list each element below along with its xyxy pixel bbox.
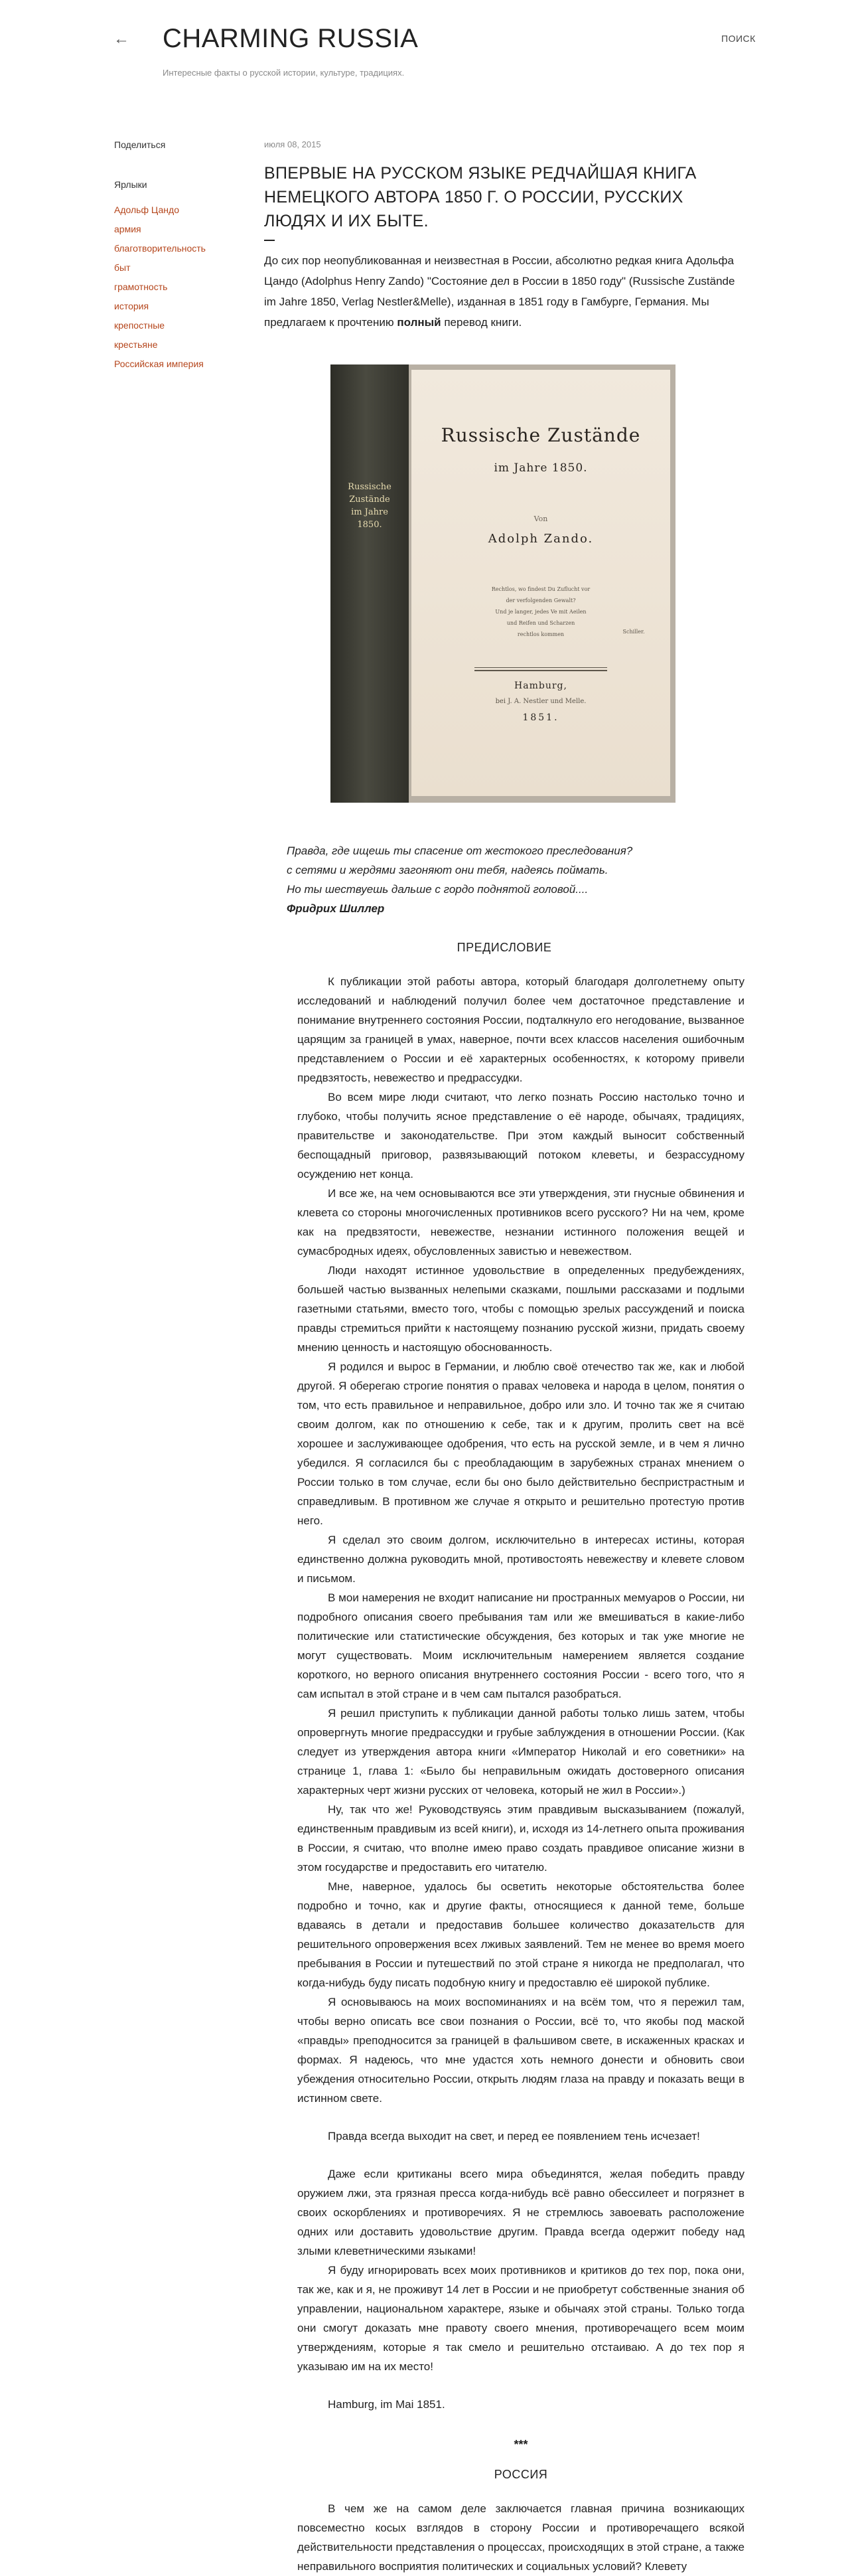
paragraph: И все же, на чем основываются все эти утверждения, эти гнусные обвинения и клевета со стороны многочисленных противников всего русского? Ни на чем, кроме как на предвзятости, невежестве, незнании истинного положения вещей и сумасбродных идеях, обусловленных завистью и невежеством.	[297, 1187, 745, 1257]
blog-title[interactable]: CHARMING RUSSIA	[163, 24, 419, 53]
epigraph-line: Но ты шествуешь дальше с гордо поднятой головой....	[287, 883, 589, 896]
label-link[interactable]: армия	[114, 224, 141, 234]
paragraph: В мои намерения не входит написание ни пространных мемуаров о России, ни подробного описания своего пребывания там или же вмешиваться в какие-либо политические или статистические обсуждения, без которых и так уже многие не могут существовать. Моим исключительным намерением является создание короткого, но верного описания внутреннего состояния России - всего того, что я сам испытал в этой стране и в чем сам пытался разобраться.	[297, 1591, 745, 1700]
intro-text-end: перевод книги.	[441, 316, 522, 329]
book-image-container	[264, 364, 745, 823]
book-von: Von	[533, 515, 548, 523]
paragraph: Даже если критиканы всего мира объединятся, желая победить правду оружием лжи, эта грязная пресса когда-нибудь всё равно обессилеет и погрязнет в своих оскорблениях и противоречиях. Я не стремлюсь завоевать расположение одних или доставить удовольствие другим. Правда всегда одержит победу над злыми клеветническими языками!	[297, 2168, 745, 2257]
book-rule	[474, 667, 607, 668]
paragraph: Люди находят истинное удовольствие в определенных предубеждениях, большей частью вызванных нелепыми сказками, пошлыми рассказами и подлыми газетными статьями, вместо того, чтобы с помощью зрелых рассуждений и поиска правды стремиться прийти к настоящему познанию русской жизни, придать своему мнению ценность и настоящую обоснованность.	[297, 1264, 745, 1354]
back-arrow-icon[interactable]: ←	[113, 30, 129, 48]
book-spine	[330, 364, 409, 803]
book-quote-line: Rechtlos, wo findest Du Zuflucht vor	[491, 586, 591, 592]
book-quote-signature: Schiller.	[622, 629, 645, 635]
book-subtitle: im Jahre 1850.	[494, 461, 588, 475]
paragraph: В чем же на самом деле заключается главная причина возникающих повсеместно косых взглядов в сторону России и противоречащего всякой действительности представления о процессах, происходящих в этой стране, а также неправильного восприятия политических и социальных условий? Клевету	[297, 2502, 745, 2573]
labels-list	[114, 201, 240, 374]
paragraph: Я буду игнорировать всех моих противников и критиков до тех пор, пока они, так же, как и я, не проживут 14 лет в России и не приобретут собственные знания об управлении, национальном характере, языке и обычаях этой страны. Только тогда они смогут доказать мне правоту своего мнения, противоречащего всем моим утверждениям, которые я так смело и решительно отстаиваю. А до тех пор я указываю им на их место!	[297, 2264, 745, 2373]
intro-bold: полный	[397, 316, 441, 329]
post-intro	[264, 250, 745, 333]
book-title: Russische Zustände	[441, 424, 641, 446]
spine-line: Zustände	[349, 495, 390, 505]
book-author: Adolph Zando.	[488, 532, 594, 546]
intro-text: До сих пор неопубликованная и неизвестная в России, абсолютно редкая книга Адольфа Цандо (Adolphus Henry Zando) "Состояние дел в России в 1850 году" (Russische Zustände im Jahre 1850, Verlag Nestler&Melle), изданная в 1851 году в Гамбурге, Германия. Мы предлагаем к прочтению	[264, 254, 735, 329]
label-link[interactable]: грамотность	[114, 282, 168, 292]
label-link[interactable]: крепостные	[114, 320, 165, 331]
russia-heading: РОССИЯ	[494, 2468, 548, 2481]
truth-line: Правда всегда выходит на свет, и перед ее появлением тень исчезает!	[328, 2130, 700, 2142]
blog-description: Интересные факты о русской истории, культуре, традициях.	[163, 68, 405, 78]
share-button[interactable]: Поделиться	[114, 139, 166, 150]
blog-header	[0, 0, 852, 100]
label-link[interactable]: Российская империя	[114, 359, 204, 369]
book-title-page	[411, 370, 670, 796]
spine-line: 1850.	[357, 520, 382, 530]
post	[264, 139, 745, 2576]
paragraph: Мне, наверное, удалось бы осветить некоторые обстоятельства более подробно и точно, как и другие факты, относящиеся к данной теме, больше вдаваясь в детали и предоставив большее количество доказательств для решительного опровержения всех лживых заявлений. Тем не менее во время моего пребывания в России и путешествий по этой стране я никогда не предполагал, что когда-нибудь буду писать подобную книгу и предоставлю её широкой публике.	[297, 1880, 745, 1989]
post-title: ВПЕРВЫЕ НА РУССКОМ ЯЗЫКЕ РЕДЧАЙШАЯ КНИГА НЕМЕЦКОГО АВТОРА 1850 Г. О РОССИИ, РУССКИХ ЛЮДЯХ И ИХ БЫТЕ.	[264, 164, 697, 230]
place-date: Hamburg, im Mai 1851.	[328, 2398, 445, 2411]
spine-line: im Jahre	[351, 507, 388, 517]
separator: ***	[514, 2438, 528, 2451]
post-date[interactable]: июля 08, 2015	[264, 139, 321, 149]
paragraph: Я сделал это своим долгом, исключительно в интересах истины, которая единственно должна руководить мной, противостоять невежеству и клевете словом и письмом.	[297, 1534, 745, 1585]
paragraph: Ну, так что же! Руководствуясь этим правдивым высказыванием (пожалуй, единственным правдивым из всей книги), и, исходя из 14-летнего опыта проживания в России, я считаю, что вполне имею право создать правдивое описание жизни в этом государстве и предоставить его читателю.	[297, 1803, 745, 1874]
book-cover-image[interactable]	[330, 364, 675, 803]
label-link[interactable]: Адольф Цандо	[114, 204, 179, 215]
post-body	[297, 972, 745, 2576]
search-button[interactable]: ПОИСК	[721, 33, 756, 44]
label-link[interactable]: крестьяне	[114, 339, 158, 350]
book-year: 1851.	[522, 712, 559, 723]
title-divider	[264, 240, 275, 241]
label-link[interactable]: быт	[114, 262, 131, 273]
epigraph	[287, 841, 745, 918]
book-rule	[474, 670, 607, 671]
epigraph-line: Правда, где ищешь ты спасение от жестокого преследования?	[287, 845, 633, 857]
paragraph: Во всем мире люди считают, что легко познать Россию настолько точно и глубоко, чтобы получить ясное представление о её народе, обычаях, традициях, правительстве и законодательстве. При этом каждый выносит собственный беспощадный приговор, развязывающий потоком клеветы, и безрассудному осуждению нет конца.	[297, 1091, 745, 1180]
paragraph: Я решил приступить к публикации данной работы только лишь затем, чтобы опровергнуть многие предрассудки и грубые заблуждения в отношении России. (Как следует из утверждения автора книги «Император Николай и его советники» на странице 1, глава 1: «Было бы неправильным ожидать достоверного описания характерных черт жизни русских от человека, который не жил в России».)	[297, 1707, 745, 1797]
labels-heading: Ярлыки	[114, 179, 147, 190]
epigraph-line: с сетями и жердями загоняют они тебя, надеясь поймать.	[287, 864, 608, 876]
paragraph: К публикации этой работы автора, который благодаря долголетнему опыту исследований и наблюдений получил более чем достаточное представление и понимание внутреннего состояния России, подталкнуло его негодование, вызванное царящим за границей в умах, наверное, почти всех классов населения ошибочным представлением о России и её характерных особенностях, к которому привели предвзятость, невежество и предрассудки.	[297, 975, 745, 1084]
book-quote-line: rechtlos kommen	[517, 631, 565, 637]
sidebar	[114, 139, 240, 374]
book-city: Hamburg,	[514, 681, 567, 691]
spine-line: Russische	[348, 482, 391, 492]
book-quote-line: Und je langer, jedes Ve mit Aeilen	[495, 609, 587, 615]
book-quote-line: der verfolgenden Gewalt?	[506, 598, 576, 604]
label-link[interactable]: благотворительность	[114, 243, 206, 254]
label-link[interactable]: история	[114, 301, 149, 311]
paragraph: Я основываюсь на моих воспоминаниях и на всём том, что я пережил там, чтобы верно описать все свои познания о России, всё то, что якобы под маской «правды» преподносится за границей в фальшивом свете, в искаженных красках и формах. Я надеюсь, что мне удастся хоть немного донести и обновить свои убеждения относительно России, открыть людям глаза на правду и показать вещи в истинном свете.	[297, 1996, 745, 2105]
paragraph: Я родился и вырос в Германии, и люблю своё отечество так же, как и любой другой. Я оберегаю строгие понятия о правах человека и народа в целом, понятия о том, что есть правильное и неправильное, добро или зло. И точно так же я считаю своим долгом, как по отношению к себе, так и к другим, пролить свет на всё хорошее и заслуживающее одобрения, что есть на русской земле, и в чем я лично убедился. Я согласился бы с преобладающим в зарубежных странах мнением о России только в том случае, если бы оно было действительно беспристрастным и справедливым. В противном же случае я открыто и решительно протестую против него.	[297, 1360, 745, 1527]
preface-heading: ПРЕДИСЛОВИЕ	[457, 941, 552, 954]
book-publisher: bei J. A. Nestler und Melle.	[495, 698, 587, 705]
book-quote-line: und Reifen und Scharzen	[506, 620, 575, 626]
book-spine-text	[337, 481, 402, 531]
epigraph-author: Фридрих Шиллер	[287, 902, 385, 915]
